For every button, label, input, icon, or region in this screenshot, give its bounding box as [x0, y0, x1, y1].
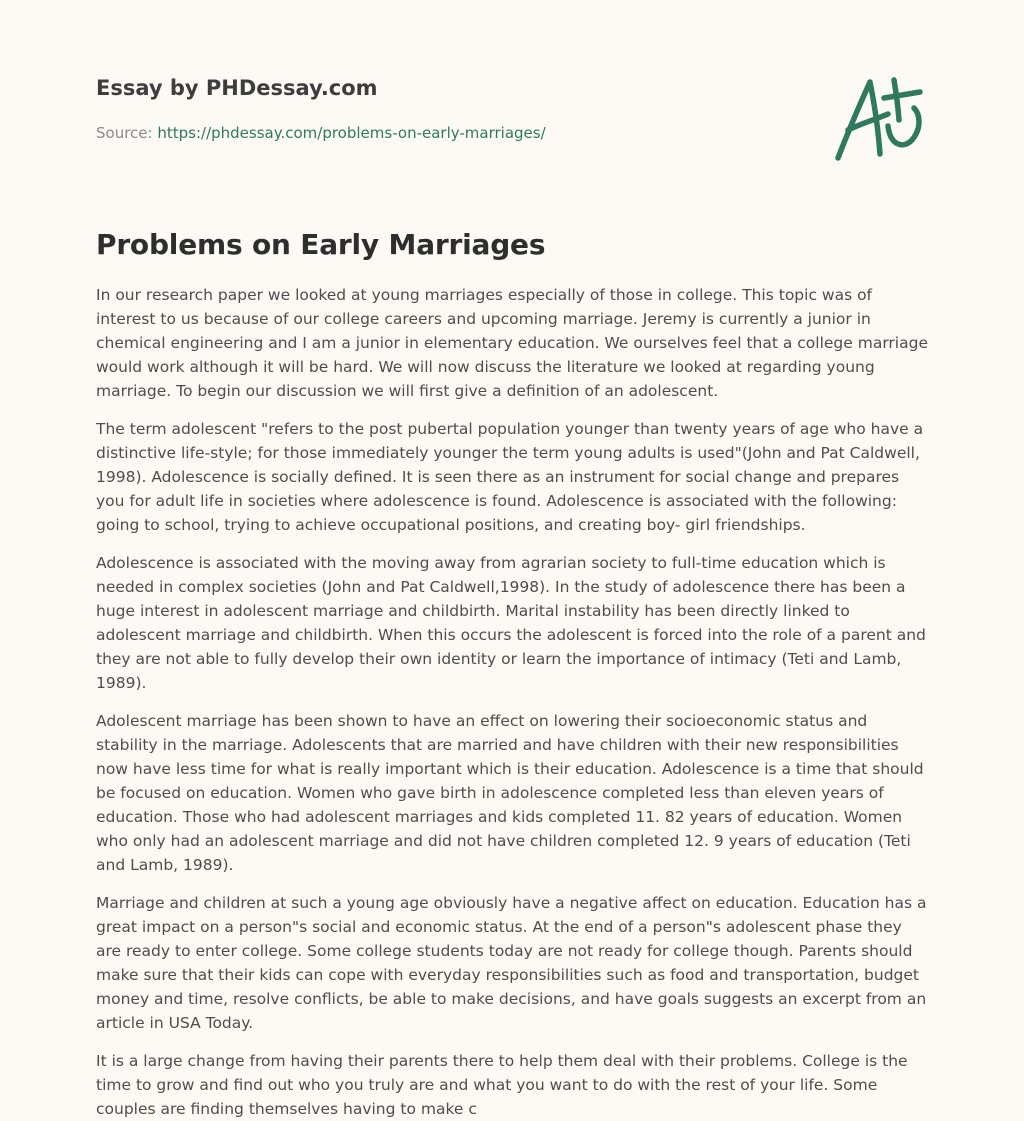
- source-link[interactable]: https://phdessay.com/problems-on-early-marriages/: [157, 124, 546, 142]
- paragraph: It is a large change from having their parents there to help them deal with their problems. College is the time to grow and find out who you truly are and what you want to do with the rest of your life. Some couples are finding themselves having to make c: [96, 1052, 908, 1118]
- source-label: Source:: [96, 124, 153, 142]
- page-header: [96, 0, 928, 200]
- article-body: [96, 283, 928, 1121]
- article-title: Problems on Early Marriages: [96, 228, 546, 261]
- brand-title: Essay by PHDessay.com: [96, 76, 378, 100]
- paragraph: The term adolescent "refers to the post pubertal population younger than twenty years of age who have a distinctive life-style; for those immediately younger the term young adults is used"(John and Pat Caldwell, 1998). Adolescence is socially defined. It is seen there as an instrument for social change and prepares you for adult life in societies where adolescence is found. Adolescence is associated with the following: going to school, trying to achieve occupational positions, and creating boy- girl friendships.: [96, 420, 924, 534]
- a-plus-logo-icon: [830, 68, 930, 164]
- source-line: [96, 124, 546, 142]
- paragraph: Adolescence is associated with the moving away from agrarian society to full-time education which is needed in complex societies (John and Pat Caldwell,1998). In the study of adolescence there has been a huge interest in adolescent marriage and childbirth. Marital instability has been directly linked to adolescent marriage and childbirth. When this occurs the adolescent is forced into the role of a parent and they are not able to fully develop their own identity or learn the importance of intimacy (Teti and Lamb, 1989).: [96, 554, 926, 692]
- paragraph: Marriage and children at such a young age obviously have a negative affect on education. Education has a great impact on a person"s social and economic status. At the end of a person"s adolescent phase they are ready to enter college. Some college students today are not ready for college though. Parents should make sure that their kids can cope with everyday responsibilities such as food and transportation, budget money and time, resolve conflicts, be able to make decisions, and have goals suggests an excerpt from an article in USA Today.: [96, 894, 927, 1032]
- paragraph: In our research paper we looked at young marriages especially of those in college. This topic was of interest to us because of our college careers and upcoming marriage. Jeremy is currently a junior in chemical engineering and I am a junior in elementary education. We ourselves feel that a college marriage would work although it will be hard. We will now discuss the literature we looked at regarding young marriage. To begin our discussion we will first give a definition of an adolescent.: [96, 286, 928, 400]
- paragraph: Adolescent marriage has been shown to have an effect on lowering their socioeconomic status and stability in the marriage. Adolescents that are married and have children with their new responsibilities now have less time for what is really important which is their education. Adolescence is a time that should be focused on education. Women who gave birth in adolescence completed less than eleven years of education. Those who had adolescent marriages and kids completed 11. 82 years of education. Women who only had an adolescent marriage and did not have children completed 12. 9 years of education (Teti and Lamb, 1989).: [96, 712, 924, 874]
